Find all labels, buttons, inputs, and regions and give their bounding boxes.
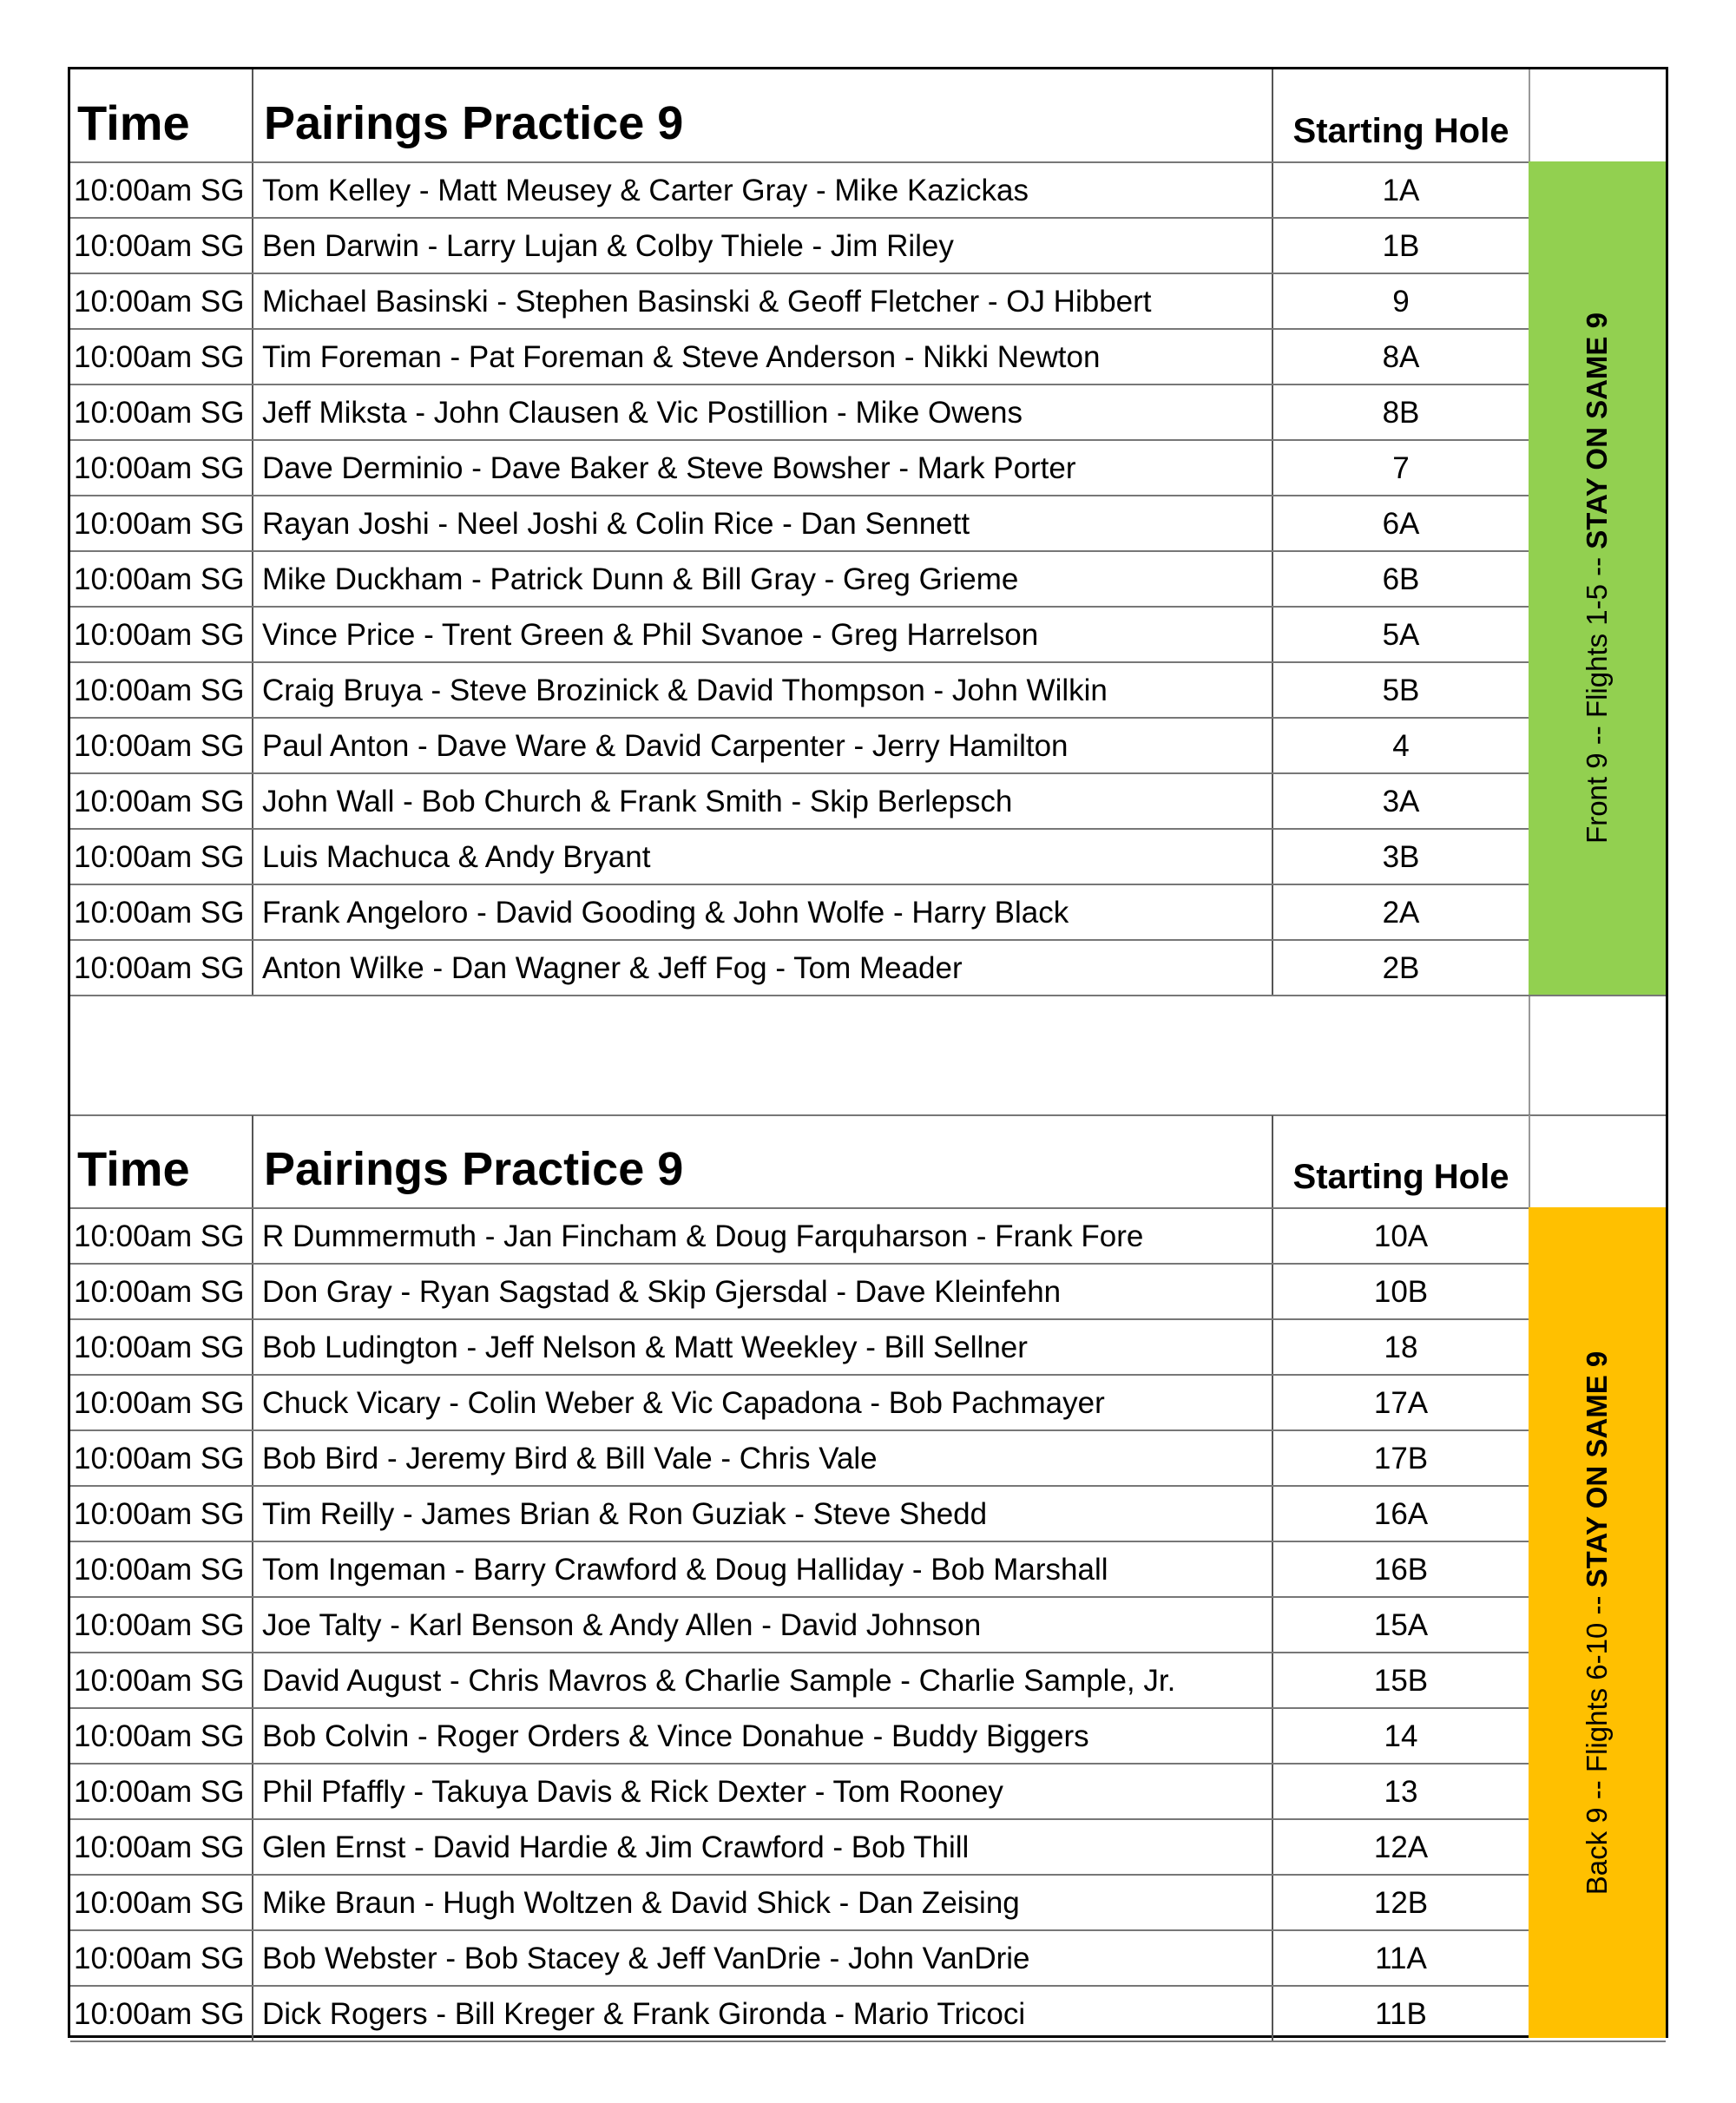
pairing-cell: Mike Braun - Hugh Woltzen & David Shick - Dan Zeising	[253, 1876, 1273, 1929]
starting-hole-cell: 17B	[1373, 1442, 1429, 1475]
table-row	[70, 1653, 1666, 1709]
time-cell: 10:00am SG	[70, 330, 253, 384]
time-cell: 10:00am SG	[70, 552, 253, 606]
pairing-cell: David August - Chris Mavros & Charlie Sample - Charlie Sample, Jr.	[253, 1653, 1273, 1707]
pairing-cell: Joe Talty - Karl Benson & Andy Allen - David Johnson	[253, 1598, 1273, 1652]
time-cell: 10:00am SG	[70, 774, 253, 828]
table-row	[70, 1931, 1666, 1987]
side-banner-prefix: Back 9 -- Flights 6-10 --	[1581, 1587, 1613, 1895]
pairing-cell: Ben Darwin - Larry Lujan & Colby Thiele - Jim Riley	[253, 219, 1273, 273]
starting-hole-cell: 6B	[1382, 562, 1420, 596]
time-cell: 10:00am SG	[70, 885, 253, 939]
pairing-cell: Tim Reilly - James Brian & Ron Guziak - Steve Shedd	[253, 1487, 1273, 1541]
pairing-cell: Anton Wilke - Dan Wagner & Jeff Fog - Tom Meader	[253, 941, 1273, 995]
pairing-cell: Chuck Vicary - Colin Weber & Vic Capadona - Bob Pachmayer	[253, 1376, 1273, 1429]
pairing-cell: Bob Bird - Jeremy Bird & Bill Vale - Chris Vale	[253, 1431, 1273, 1485]
time-cell: 10:00am SG	[70, 1709, 253, 1763]
table-row	[70, 330, 1666, 385]
time-cell: 10:00am SG	[70, 1487, 253, 1541]
starting-hole-cell: 13	[1384, 1775, 1418, 1809]
pairing-cell: Luis Machuca & Andy Bryant	[253, 830, 1273, 884]
time-cell: 10:00am SG	[70, 1376, 253, 1429]
time-cell: 10:00am SG	[70, 663, 253, 717]
pairing-cell: R Dummermuth - Jan Fincham & Doug Farquharson - Frank Fore	[253, 1209, 1273, 1263]
starting-hole-cell: 18	[1384, 1331, 1418, 1364]
table-row	[70, 830, 1666, 885]
time-cell: 10:00am SG	[70, 830, 253, 884]
time-cell: 10:00am SG	[70, 1653, 253, 1707]
time-cell: 10:00am SG	[70, 219, 253, 273]
table-row	[70, 1820, 1666, 1876]
time-cell: 10:00am SG	[70, 496, 253, 550]
table-row	[70, 1431, 1666, 1487]
time-cell: 10:00am SG	[70, 1820, 253, 1874]
table-row	[70, 441, 1666, 496]
table-row	[70, 1487, 1666, 1542]
starting-hole-cell: 10A	[1373, 1219, 1429, 1253]
table-row	[70, 1209, 1666, 1265]
starting-hole-header: Starting Hole	[1292, 1158, 1509, 1196]
starting-hole-cell: 6A	[1382, 507, 1420, 541]
header-row	[70, 69, 1666, 163]
gap-divider	[1529, 996, 1530, 1115]
front-nine-section	[70, 69, 1666, 996]
front-nine-side-banner	[1529, 161, 1666, 995]
pairing-cell: Jeff Miksta - John Clausen & Vic Postillion - Mike Owens	[253, 385, 1273, 439]
table-row	[70, 1320, 1666, 1376]
starting-hole-cell: 10B	[1373, 1275, 1429, 1309]
pairing-cell: Paul Anton - Dave Ware & David Carpenter - Jerry Hamilton	[253, 719, 1273, 772]
pairing-cell: Bob Colvin - Roger Orders & Vince Donahue - Buddy Biggers	[253, 1709, 1273, 1763]
table-row	[70, 496, 1666, 552]
table-row	[70, 1542, 1666, 1598]
pairings-table	[70, 1209, 1666, 2042]
pairing-cell: Dave Derminio - Dave Baker & Steve Bowsher - Mark Porter	[253, 441, 1273, 495]
table-row	[70, 1376, 1666, 1431]
table-row	[70, 608, 1666, 663]
starting-hole-cell: 12A	[1373, 1830, 1429, 1864]
pairing-cell: Tom Ingeman - Barry Crawford & Doug Halliday - Bob Marshall	[253, 1542, 1273, 1596]
starting-hole-cell: 7	[1392, 451, 1410, 485]
table-row	[70, 663, 1666, 719]
side-banner-label	[1580, 312, 1614, 844]
starting-hole-cell: 16A	[1373, 1497, 1429, 1531]
starting-hole-cell: 4	[1392, 729, 1410, 763]
starting-hole-cell: 3A	[1382, 785, 1420, 818]
side-header-cell	[1529, 1115, 1666, 1207]
pairings-header: Pairings Practice 9	[253, 1115, 1273, 1207]
starting-hole-cell: 5A	[1382, 618, 1420, 652]
pairings-header: Pairings Practice 9	[253, 69, 1273, 161]
time-header: Time	[70, 1115, 253, 1207]
time-cell: 10:00am SG	[70, 1542, 253, 1596]
starting-hole-cell: 1A	[1382, 174, 1420, 207]
time-cell: 10:00am SG	[70, 1265, 253, 1318]
time-cell: 10:00am SG	[70, 441, 253, 495]
time-cell: 10:00am SG	[70, 1431, 253, 1485]
starting-hole-cell: 5B	[1382, 674, 1420, 707]
pairing-cell: Don Gray - Ryan Sagstad & Skip Gjersdal - Dave Kleinfehn	[253, 1265, 1273, 1318]
pairing-cell: Michael Basinski - Stephen Basinski & Geoff Fletcher - OJ Hibbert	[253, 274, 1273, 328]
starting-hole-cell: 9	[1392, 285, 1410, 319]
time-cell: 10:00am SG	[70, 1209, 253, 1263]
table-row	[70, 1598, 1666, 1653]
side-banner-emphasis: STAY ON SAME 9	[1581, 312, 1613, 549]
table-row	[70, 941, 1666, 996]
pairing-cell: Craig Bruya - Steve Brozinick & David Thompson - John Wilkin	[253, 663, 1273, 717]
table-row	[70, 385, 1666, 441]
pairing-cell: Vince Price - Trent Green & Phil Svanoe - Greg Harrelson	[253, 608, 1273, 661]
time-cell: 10:00am SG	[70, 1765, 253, 1818]
pairing-cell: Dick Rogers - Bill Kreger & Frank Gironda - Mario Tricoci	[253, 1987, 1273, 2041]
pairing-cell: Tom Kelley - Matt Meusey & Carter Gray - Mike Kazickas	[253, 163, 1273, 217]
starting-hole-cell: 11B	[1375, 1997, 1427, 2031]
table-row	[70, 163, 1666, 219]
table-row	[70, 774, 1666, 830]
table-row	[70, 1876, 1666, 1931]
starting-hole-cell: 15B	[1373, 1664, 1429, 1698]
back-nine-section	[70, 1115, 1666, 2042]
pairing-cell: Glen Ernst - David Hardie & Jim Crawford - Bob Thill	[253, 1820, 1273, 1874]
time-cell: 10:00am SG	[70, 1987, 253, 2041]
time-header: Time	[70, 69, 253, 161]
time-cell: 10:00am SG	[70, 1320, 253, 1374]
side-banner-label	[1580, 1351, 1614, 1895]
table-row	[70, 1265, 1666, 1320]
starting-hole-cell: 15A	[1373, 1608, 1429, 1642]
back-nine-side-banner	[1529, 1207, 1666, 2038]
time-cell: 10:00am SG	[70, 1931, 253, 1985]
starting-hole-cell: 17A	[1373, 1386, 1429, 1420]
time-cell: 10:00am SG	[70, 163, 253, 217]
starting-hole-cell: 3B	[1382, 840, 1420, 874]
starting-hole-cell: 2B	[1382, 951, 1420, 985]
starting-hole-cell: 2A	[1382, 896, 1420, 930]
starting-hole-cell: 8A	[1382, 340, 1420, 374]
side-header-cell	[1529, 69, 1666, 161]
table-row	[70, 719, 1666, 774]
time-cell: 10:00am SG	[70, 719, 253, 772]
starting-hole-header: Starting Hole	[1292, 112, 1509, 150]
time-cell: 10:00am SG	[70, 608, 253, 661]
table-row	[70, 885, 1666, 941]
pairings-table	[70, 163, 1666, 996]
pairing-cell: Tim Foreman - Pat Foreman & Steve Anderson - Nikki Newton	[253, 330, 1273, 384]
time-cell: 10:00am SG	[70, 274, 253, 328]
pairing-cell: Bob Ludington - Jeff Nelson & Matt Weekley - Bill Sellner	[253, 1320, 1273, 1374]
table-row	[70, 219, 1666, 274]
starting-hole-cell: 16B	[1373, 1553, 1429, 1587]
time-cell: 10:00am SG	[70, 1876, 253, 1929]
starting-hole-cell: 11A	[1375, 1942, 1427, 1975]
header-row	[70, 1115, 1666, 1209]
starting-hole-cell: 12B	[1373, 1886, 1429, 1920]
pairing-cell: Bob Webster - Bob Stacey & Jeff VanDrie - John VanDrie	[253, 1931, 1273, 1985]
starting-hole-cell: 14	[1384, 1719, 1418, 1753]
side-banner-prefix: Front 9 -- Flights 1-5 --	[1581, 549, 1613, 844]
table-row	[70, 1987, 1666, 2042]
side-banner-emphasis: STAY ON SAME 9	[1581, 1351, 1613, 1587]
pairing-cell: Phil Pfaffly - Takuya Davis & Rick Dexter - Tom Rooney	[253, 1765, 1273, 1818]
time-cell: 10:00am SG	[70, 385, 253, 439]
pairing-cell: Rayan Joshi - Neel Joshi & Colin Rice - Dan Sennett	[253, 496, 1273, 550]
time-cell: 10:00am SG	[70, 941, 253, 995]
table-row	[70, 552, 1666, 608]
starting-hole-cell: 1B	[1382, 229, 1420, 263]
pairing-cell: John Wall - Bob Church & Frank Smith - Skip Berlepsch	[253, 774, 1273, 828]
pairing-cell: Frank Angeloro - David Gooding & John Wolfe - Harry Black	[253, 885, 1273, 939]
starting-hole-cell: 8B	[1382, 396, 1420, 430]
table-row	[70, 274, 1666, 330]
time-cell: 10:00am SG	[70, 1598, 253, 1652]
pairing-cell: Mike Duckham - Patrick Dunn & Bill Gray - Greg Grieme	[253, 552, 1273, 606]
table-row	[70, 1765, 1666, 1820]
table-row	[70, 1709, 1666, 1765]
